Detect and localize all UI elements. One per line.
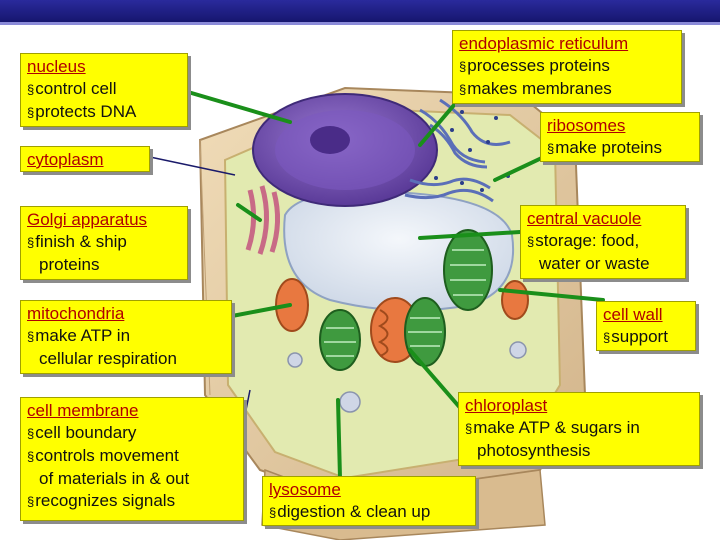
golgi-title: Golgi apparatus — [27, 210, 148, 229]
golgi-label: Golgi apparatus §finish & ship proteins — [20, 206, 188, 280]
cell-membrane-line-2: controls movement — [35, 446, 179, 465]
nucleus-shape — [253, 94, 437, 206]
cytoplasm-title: cytoplasm — [27, 150, 104, 169]
mitochondria-label: mitochondria §make ATP in cellular respiration — [20, 300, 232, 374]
mitochondria-title: mitochondria — [27, 304, 125, 323]
chloroplast-line-1: make ATP & sugars in — [473, 418, 640, 437]
cytoplasm-label — [20, 146, 150, 172]
nucleus-line-2: protects DNA — [35, 102, 137, 121]
mitochondria-line-1: make ATP in — [35, 326, 131, 345]
chloroplast-label: chloroplast §make ATP & sugars in photosynthesis — [458, 392, 700, 466]
central-vacuole-title: central vacuole — [527, 209, 642, 228]
lysosome-label: lysosome §digestion & clean up — [262, 476, 476, 526]
chloroplast-line-2: photosynthesis — [477, 441, 591, 460]
ribosomes-label: ribosomes §make proteins — [540, 112, 700, 162]
cell-membrane-line-4: recognizes signals — [35, 491, 176, 510]
cell-membrane-line-1: cell boundary — [35, 423, 137, 442]
er-title: endoplasmic reticulum — [459, 34, 629, 53]
lysosome-title: lysosome — [269, 480, 341, 499]
golgi-line-2: proteins — [39, 255, 100, 274]
cell-wall-title: cell wall — [603, 305, 663, 324]
central-vacuole-label: central vacuole §storage: food, water or waste — [520, 205, 686, 279]
central-vacuole-line-2: water or waste — [539, 254, 650, 273]
chloroplast-title: chloroplast — [465, 396, 548, 415]
cell-wall-line-1: support — [611, 327, 668, 346]
cell-membrane-label: cell membrane §cell boundary §controls movement of materials in & out §recognizes signals — [20, 397, 244, 521]
cell-wall-label: cell wall §support — [596, 301, 696, 351]
lysosome-line-1: digestion & clean up — [277, 502, 431, 521]
ribosomes-title: ribosomes — [547, 116, 626, 135]
endoplasmic-reticulum-label: endoplasmic reticulum §processes proteins §makes membranes — [452, 30, 682, 104]
ribosomes-line-1: make proteins — [555, 138, 663, 157]
nucleus-line-1: control cell — [35, 79, 117, 98]
er-line-1: processes proteins — [467, 56, 610, 75]
cell-membrane-line-3: of materials in & out — [39, 469, 190, 488]
central-vacuole-line-1: storage: food, — [535, 231, 640, 250]
cell-membrane-title: cell membrane — [27, 401, 139, 420]
nucleus-title: nucleus — [27, 57, 86, 76]
golgi-line-1: finish & ship — [35, 232, 127, 251]
nucleus-label: nucleus §control cell §protects DNA — [20, 53, 188, 127]
mitochondria-line-2: cellular respiration — [39, 349, 177, 368]
er-line-2: makes membranes — [467, 79, 612, 98]
